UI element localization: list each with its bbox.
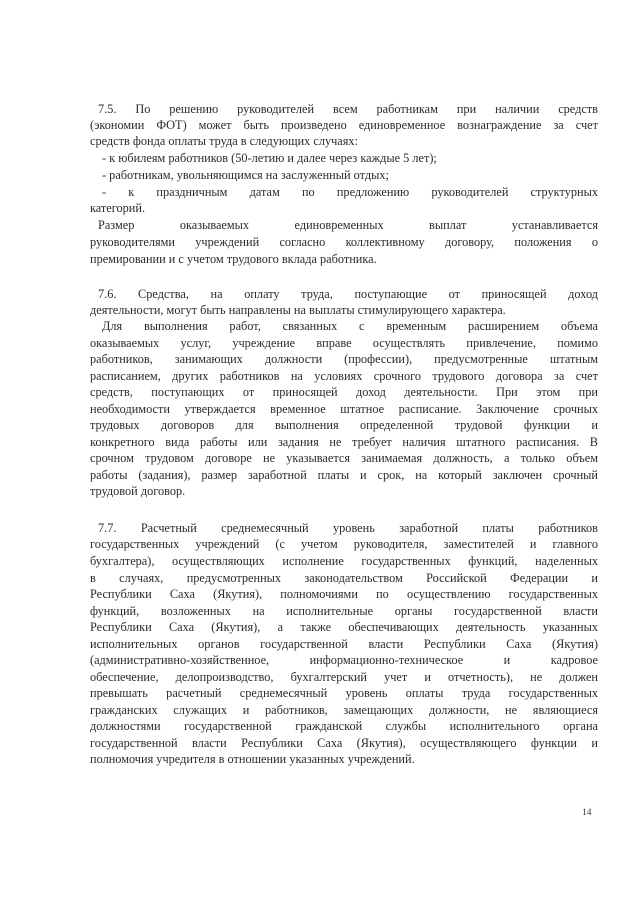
text-line: бухгалтера), осуществляющих исполнение государственных функций, наделенных: [90, 554, 598, 568]
text-line: средств, поступающих от приносящей доход деятельности. При этом при: [90, 385, 598, 399]
page-number: 14: [582, 808, 592, 818]
text-line: оказываемых услуг, учреждение вправе осуществлять привлечение, помимо: [90, 336, 598, 350]
text-line: обеспечение, делопроизводство, бухгалтерский учет и отчетность), не должен: [90, 670, 598, 684]
section-7-7: [90, 521, 598, 771]
section-7-6: [90, 287, 598, 497]
text-line: государственной власти Республики Саха (Якутия), осуществляющего функции и: [90, 736, 598, 750]
section-7-5: [90, 102, 598, 272]
text-line: конкретного вида работы или задания не требует наличия штатного расписания. В: [90, 435, 598, 449]
text-line: 7.7. Расчетный среднемесячный уровень заработной платы работников: [98, 521, 598, 535]
text-line: трудовой договор.: [90, 484, 186, 498]
list-item: - к праздничным датам по предложению руководителей структурных: [102, 185, 598, 199]
text-line: функций, возложенных на исполнительные органы государственной власти: [90, 604, 598, 618]
text-line: срочном трудовом договоре не указывается занимаемая должность, а только объем: [90, 451, 598, 465]
text-line: необходимости утверждается временное штатное расписание. Заключение срочных: [90, 402, 598, 416]
text-line: премировании и с учетом трудового вклада работника.: [90, 252, 377, 266]
text-line: работы (задания), размер заработной платы и срок, на который заключен срочный: [90, 468, 598, 482]
text-line: государственных учреждений (с учетом руководителя, заместителей и главного: [90, 537, 598, 551]
text-line: (административно-хозяйственное, информационно-техническое и кадровое: [90, 653, 598, 667]
list-item: - к юбилеям работников (50-летию и далее через каждые 5 лет);: [102, 151, 437, 165]
text-line: гражданских служащих и работников, замещающих должности, не являющиеся: [90, 703, 598, 717]
text-line: исполнительных органов государственной власти Республики Саха (Якутия): [90, 637, 598, 651]
text-line: Республики Саха (Якутия), а также обеспечивающих деятельность указанных: [90, 620, 598, 634]
text-line: категорий.: [90, 201, 146, 215]
text-line: 7.5. По решению руководителей всем работникам при наличии средств: [98, 102, 598, 116]
list-item: - работникам, увольняющимся на заслуженный отдых;: [102, 168, 389, 182]
text-line: деятельности, могут быть направлены на выплаты стимулирующего характера.: [90, 303, 506, 317]
text-line: 7.6. Средства, на оплату труда, поступающие от приносящей доход: [98, 287, 598, 301]
text-line: работников, занимающих должности (профессии), предусмотренные штатным: [90, 352, 598, 366]
text-line: Для выполнения работ, связанных с временным расширением объема: [102, 319, 598, 333]
text-line: в случаях, предусмотренных законодательством Российской Федерации и: [90, 571, 598, 585]
text-line: Республики Саха (Якутия), полномочиями по осуществлению государственных: [90, 587, 598, 601]
text-line: (экономии ФОТ) может быть произведено единовременное вознаграждение за счет: [90, 118, 598, 132]
text-line: превышать расчетный среднемесячный уровень оплаты труда государственных: [90, 686, 598, 700]
text-line: трудовых договоров для выполнения определенной трудовой функции и: [90, 418, 598, 432]
text-line: средств фонда оплаты труда в следующих случаях:: [90, 134, 358, 148]
text-line: полномочия учредителя в отношении указанных учреждений.: [90, 752, 415, 766]
text-line: Размер оказываемых единовременных выплат устанавливается: [98, 218, 598, 232]
text-line: руководителями учреждений согласно коллективному договору, положения о: [90, 235, 598, 249]
text-line: должностями государственной гражданской службы исполнительного органа: [90, 719, 598, 733]
text-line: расписанием, других работников на условиях срочного трудового договора за счет: [90, 369, 598, 383]
